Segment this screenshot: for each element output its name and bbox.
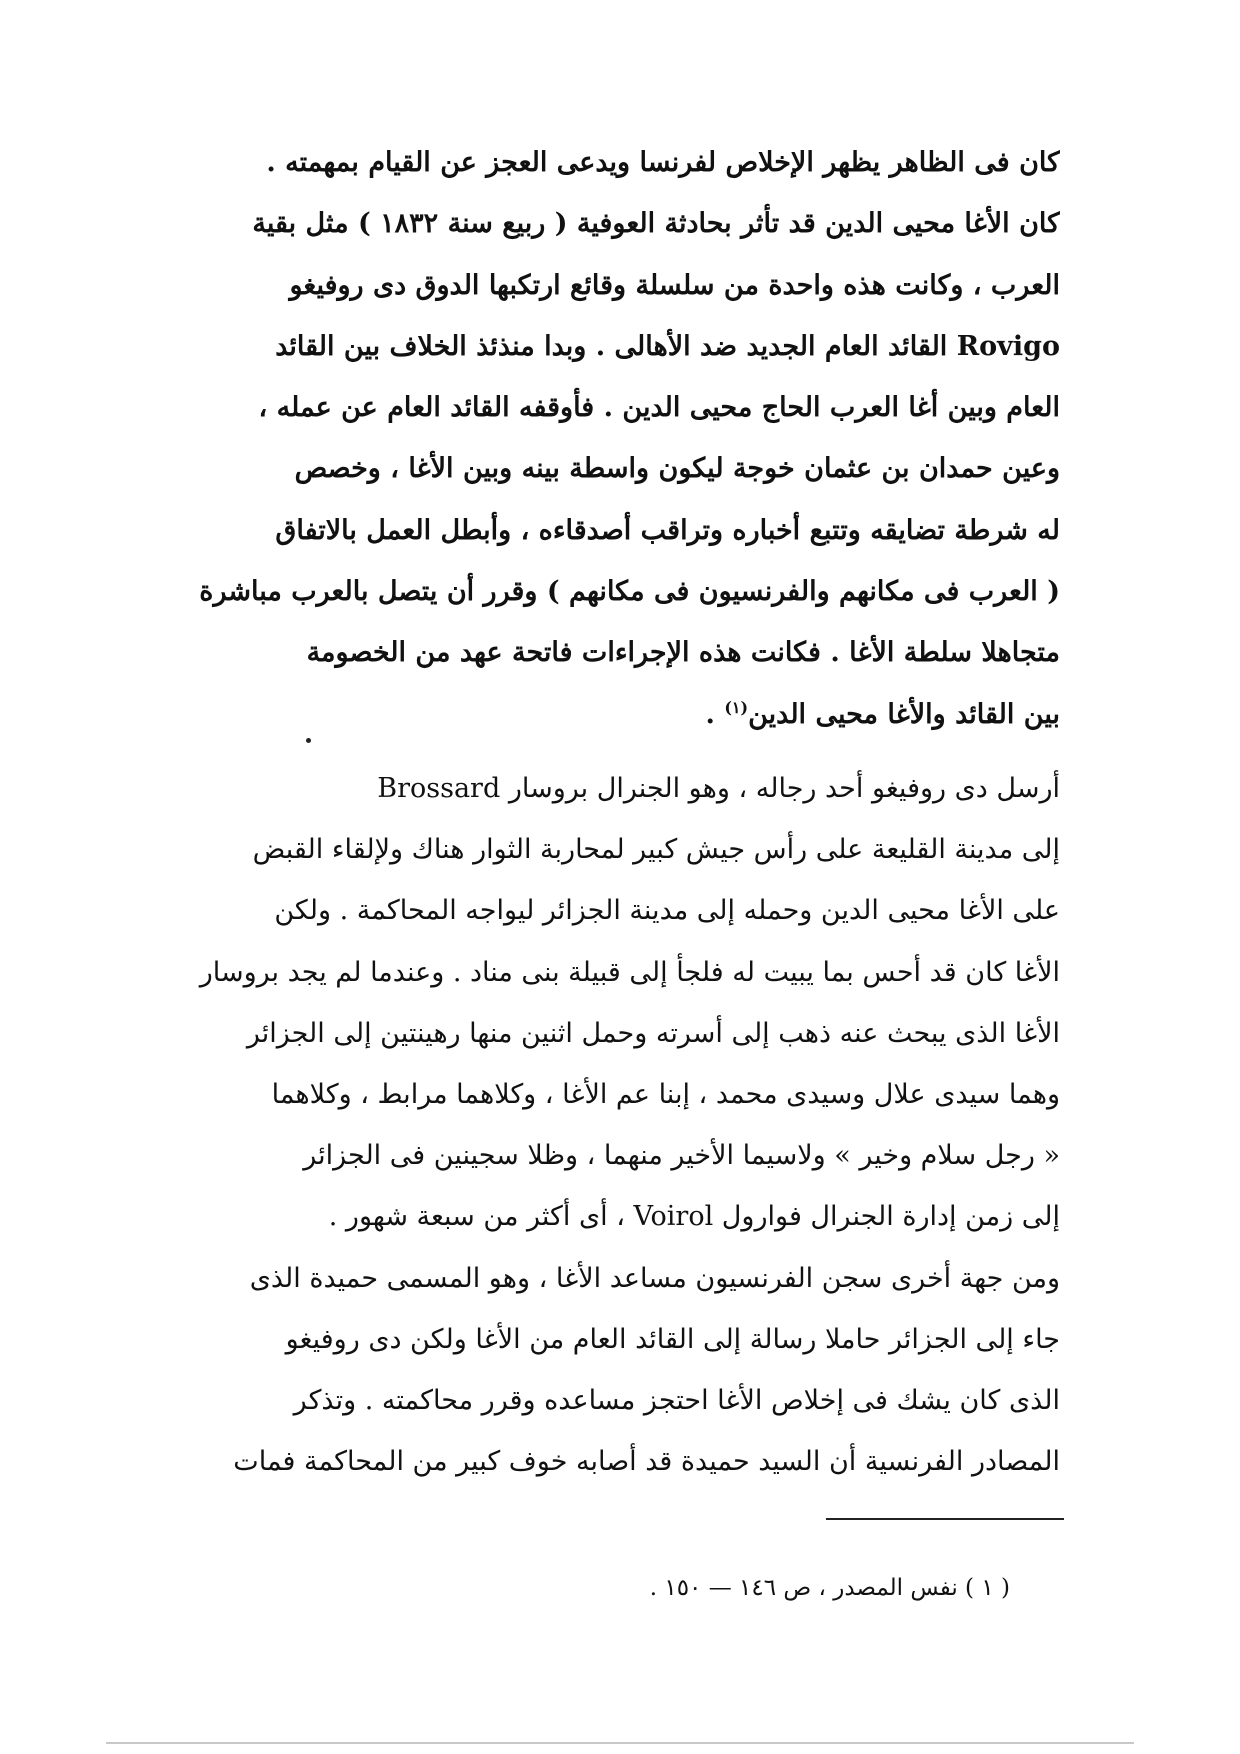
ink-dot: [306, 738, 311, 743]
paragraph-1: [180, 132, 1060, 745]
text-line-last: [180, 684, 1060, 745]
text-line: وعين حمدان بن عثمان خوجة ليكون واسطة بينه وبين الأغا ، وخصص: [294, 453, 1060, 485]
footnote-text: ( ١ ) نفس المصدر ، ص ١٤٦ — ١٥٠ .: [649, 1575, 1010, 1601]
text-line: إلى مدينة القليعة على رأس جيش كبير لمحاربة الثوار هناك ولإلقاء القبض: [252, 834, 1060, 866]
text-line: Rovigo القائد العام الجديد ضد الأهالى . وبدا منذئذ الخلاف بين القائد: [275, 330, 1060, 362]
text-line: العام وبين أغا العرب الحاج محيى الدين . فأوقفه القائد العام عن عمله ،: [258, 392, 1060, 424]
paragraph-2: [180, 758, 1060, 1492]
text-line: له شرطة تضايقه وتتبع أخباره وتراقب أصدقاءه ، وأبطل العمل بالاتفاق: [275, 514, 1060, 546]
text-line: العرب ، وكانت هذه واحدة من سلسلة وقائع ارتكبها الدوق دى روفيغو: [289, 269, 1060, 301]
text-line: كان فى الظاهر يظهر الإخلاص لفرنسا ويدعى العجز عن القيام بمهمته .: [266, 147, 1060, 178]
text-line: الأغا كان قد أحس بما يبيت له فلجأ إلى قبيلة بنى مناد . وعندما لم يجد بروسار: [199, 956, 1060, 988]
footnote-reference[interactable]: (١): [724, 697, 749, 717]
text-line: على الأغا محيى الدين وحمله إلى مدينة الجزائر ليواجه المحاكمة . ولكن: [274, 895, 1060, 927]
page-bottom-rule: [106, 1742, 1134, 1744]
text-line: ( العرب فى مكانهم والفرنسيون فى مكانهم ) وقرر أن يتصل بالعرب مباشرة: [199, 576, 1060, 608]
text-line: كان الأغا محيى الدين قد تأثر بحادثة العوفية ( ربيع سنة ١٨٣٢ ) مثل بقية: [252, 208, 1060, 240]
text-line: الذى كان يشك فى إخلاص الأغا احتجز مساعده وقرر محاكمته . وتذكر: [293, 1384, 1060, 1416]
text-line: إلى زمن إدارة الجنرال فوارول Voirol ، أى أكثر من سبعة شهور .: [328, 1201, 1060, 1233]
text-line: متجاهلا سلطة الأغا . فكانت هذه الإجراءات فاتحة عهد من الخصومة: [306, 637, 1060, 669]
text-line: جاء إلى الجزائر حاملا رسالة إلى القائد العام من الأغا ولكن دى روفيغو: [285, 1323, 1060, 1355]
footnote-separator: [826, 1518, 1064, 1520]
text-line: « رجل سلام وخير » ولاسيما الأخير منهما ، وظلا سجينين فى الجزائر: [303, 1140, 1060, 1172]
text-line: ومن جهة أخرى سجن الفرنسيون مساعد الأغا ، وهو المسمى حميدة الذى: [249, 1262, 1060, 1294]
text-line: أرسل دى روفيغو أحد رجاله ، وهو الجنرال بروسار Brossard: [377, 773, 1060, 804]
text-line: وهما سيدى علال وسيدى محمد ، إبنا عم الأغا ، وكلاهما مرابط ، وكلاهما: [271, 1078, 1060, 1110]
text-line: الأغا الذى يبحث عنه ذهب إلى أسرته وحمل اثنين منها رهينتين إلى الجزائر: [246, 1017, 1060, 1049]
sentence-end: .: [705, 698, 725, 730]
text-line: المصادر الفرنسية أن السيد حميدة قد أصابه خوف كبير من المحاكمة فمات: [233, 1446, 1060, 1478]
text-line-body: بين القائد والأغا محيى الدين: [748, 698, 1060, 730]
